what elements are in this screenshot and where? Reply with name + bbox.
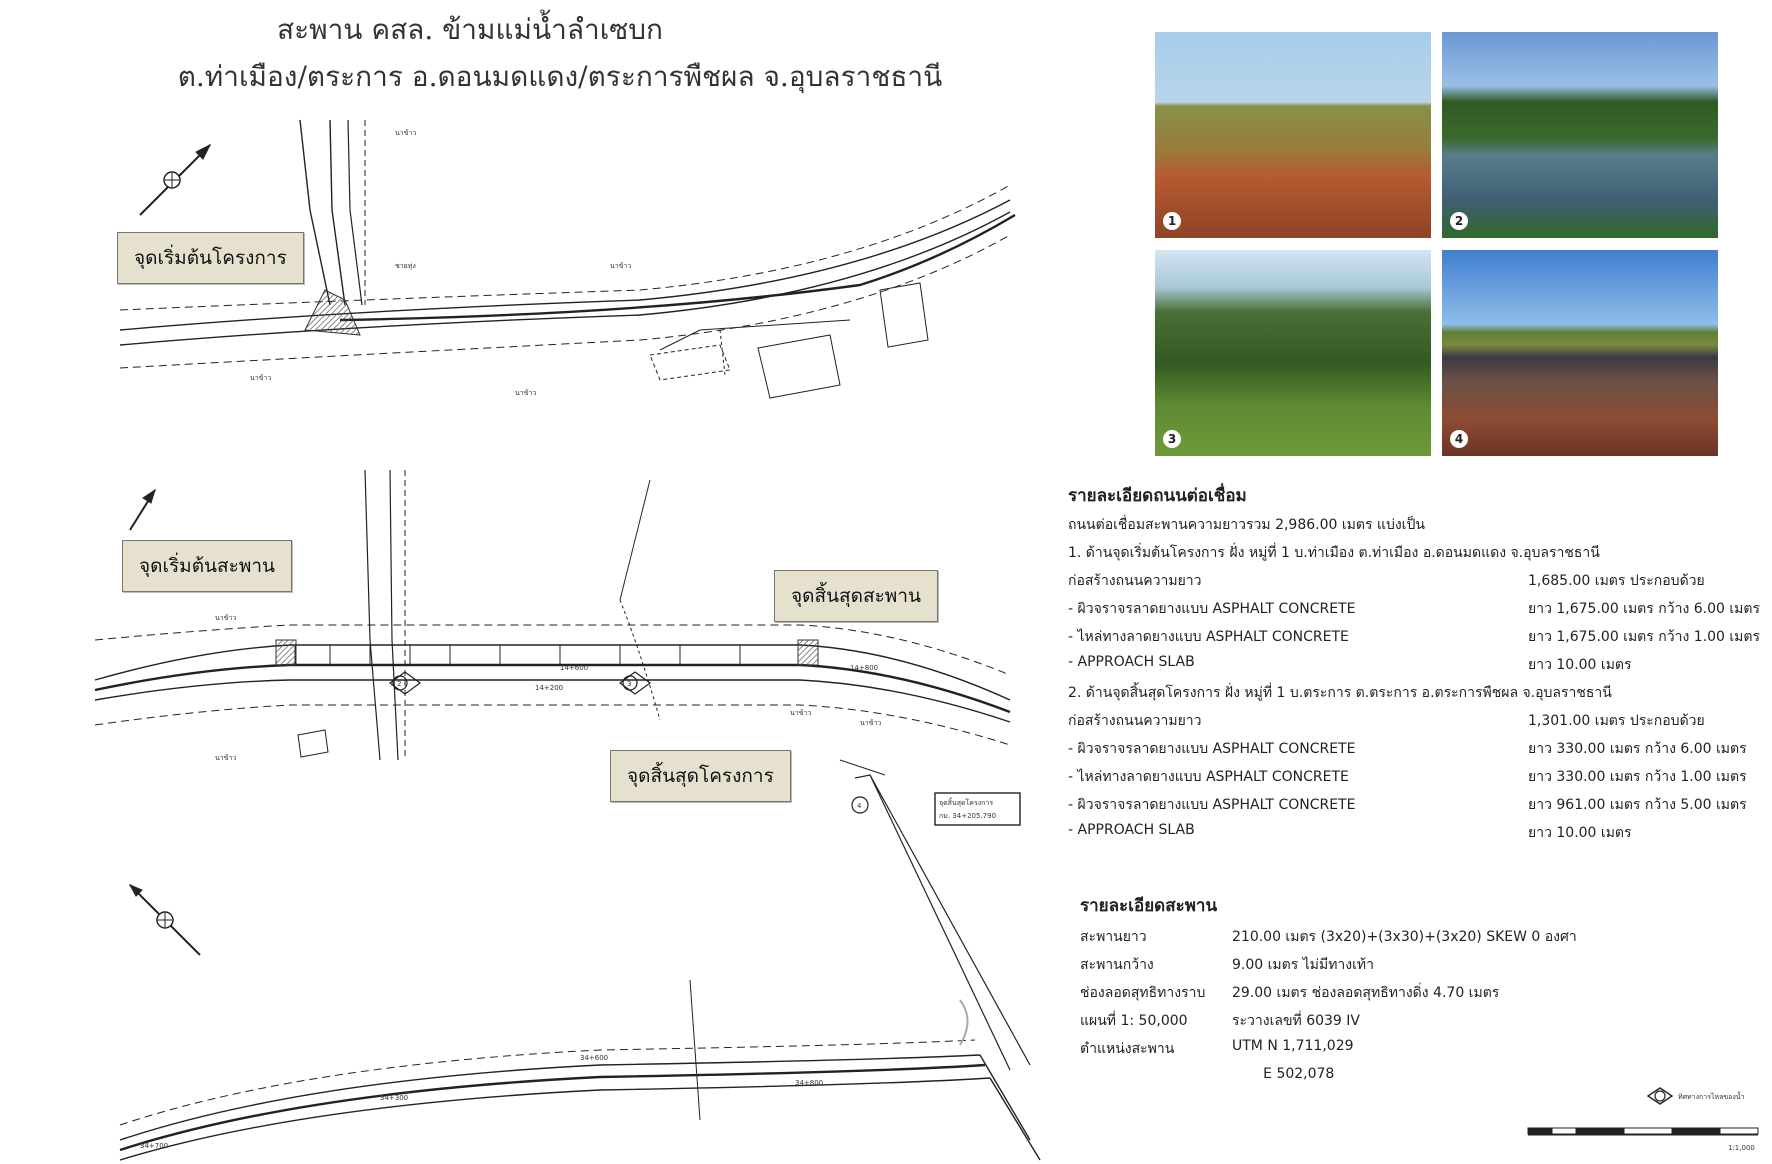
road-sec2-item-label: - ไหล่ทางลาดยางแบบ ASPHALT CONCRETE	[1068, 769, 1349, 785]
road-sec1-item-label: - ไหล่ทางลาดยางแบบ ASPHALT CONCRETE	[1068, 629, 1349, 645]
photo-1	[1155, 32, 1431, 238]
road-sec1-item-value: ยาว 1,675.00 เมตร กว้าง 6.00 เมตร	[1528, 601, 1760, 617]
road-sec1-item-label: - ผิวจราจรลาดยางแบบ ASPHALT CONCRETE	[1068, 601, 1356, 617]
callout-bridge-end: จุดสิ้นสุดสะพาน	[774, 570, 938, 622]
road-sec1-title: 1. ด้านจุดเริ่มต้นโครงการ ฝั่ง หมู่ที่ 1 บ.ท่าเมือง ต.ท่าเมือง อ.ดอนมดแดง จ.อุบลราชธานี	[1068, 545, 1600, 561]
flow-direction-label: ทิศทางการไหลของน้ำ	[1678, 1093, 1745, 1101]
road-sec1-item-value: ยาว 1,675.00 เมตร กว้าง 1.00 เมตร	[1528, 629, 1760, 645]
photo-3	[1155, 250, 1431, 456]
bridge-row-label: ช่องลอดสุทธิทางราบ	[1080, 985, 1206, 1001]
bridge-details-panel	[1080, 892, 1680, 1092]
marker-2: 2	[397, 680, 402, 688]
svg-text:นาข้าว: นาข้าว	[215, 614, 237, 622]
svg-text:นาข้าว: นาข้าว	[215, 754, 237, 762]
lower-sta-4: 34+700	[140, 1142, 169, 1150]
lower-sta-3: 34+800	[795, 1079, 824, 1087]
sta-label-mid: 14+600	[560, 664, 589, 672]
lower-plan	[120, 885, 1040, 1160]
marker-4: 4	[857, 802, 862, 810]
north-arrow-icon-2	[130, 490, 155, 530]
scale-bar	[1528, 1128, 1758, 1135]
sta-label-start: 14+200	[535, 684, 564, 692]
road-sec2-title: 2. ด้านจุดสิ้นสุดโครงการ ฝั่ง หมู่ที่ 1 บ.ตระการ ต.ตระการ อ.ตระการพืชผล จ.อุบลราชธานี	[1068, 685, 1612, 701]
road-details-panel	[1068, 482, 1768, 852]
svg-text:นาข้าว: นาข้าว	[860, 719, 882, 727]
photo-3-number: 3	[1163, 430, 1181, 448]
road-sec2-item-value: ยาว 961.00 เมตร กว้าง 5.00 เมตร	[1528, 797, 1747, 813]
road-sec2-item-value: ยาว 10.00 เมตร	[1528, 825, 1632, 841]
bridge-row-label: แผนที่ 1: 50,000	[1080, 1013, 1188, 1029]
north-arrow-icon	[140, 145, 210, 215]
bridge-row-value: ระวางเลขที่ 6039 IV	[1232, 1013, 1360, 1029]
road-sec1-length-value: 1,685.00 เมตร ประกอบด้วย	[1528, 573, 1705, 589]
bridge-details-heading: รายละเอียดสะพาน	[1080, 896, 1218, 916]
marker-3: 3	[627, 680, 632, 688]
bridge-row-value: 9.00 เมตร ไม่มีทางเท้า	[1232, 957, 1374, 973]
road-sec2-item-label: - APPROACH SLAB	[1068, 822, 1195, 838]
bridge-row-label: สะพานยาว	[1080, 929, 1147, 945]
bridge-row-value: UTM N 1,711,029	[1232, 1038, 1354, 1054]
lower-sta-2: 34+600	[580, 1054, 609, 1062]
road-sec1-item-label: - APPROACH SLAB	[1068, 654, 1195, 670]
road-sec2-item-label: - ผิวจราจรลาดยางแบบ ASPHALT CONCRETE	[1068, 797, 1356, 813]
photo-1-number: 1	[1163, 212, 1181, 230]
scale-label: 1:1,000	[1728, 1144, 1755, 1152]
road-sec2-length-label: ก่อสร้างถนนความยาว	[1068, 713, 1202, 729]
svg-text:ชายทุ่ง: ชายทุ่ง	[395, 262, 416, 270]
photo-2	[1442, 32, 1718, 238]
road-sec2-length-value: 1,301.00 เมตร ประกอบด้วย	[1528, 713, 1705, 729]
callout-project-end: จุดสิ้นสุดโครงการ	[610, 750, 791, 802]
drawing-title-line2: ต.ท่าเมือง/ตระการ อ.ดอนมดแดง/ตระการพืชผล จ.อุบลราชธานี	[177, 60, 943, 93]
svg-text:นาข้าว: นาข้าว	[515, 389, 537, 397]
north-arrow-icon-3	[130, 885, 200, 955]
bridge-row-value: 210.00 เมตร (3x20)+(3x30)+(3x20) SKEW 0 องศา	[1232, 929, 1577, 945]
end-box-line1: จุดสิ้นสุดโครงการ	[939, 799, 994, 807]
road-sec2-item-value: ยาว 330.00 เมตร กว้าง 6.00 เมตร	[1528, 741, 1747, 757]
end-box-line2: กม. 34+205.790	[939, 812, 997, 820]
svg-text:นาข้าว: นาข้าว	[395, 129, 417, 137]
svg-text:นาข้าว: นาข้าว	[790, 709, 812, 717]
drawing-title-line1: สะพาน คสล. ข้ามแม่น้ำลำเซบก	[277, 13, 663, 46]
bridge-row-value: 29.00 เมตร ช่องลอดสุทธิทางดิ่ง 4.70 เมตร	[1232, 985, 1500, 1001]
svg-text:นาข้าว: นาข้าว	[250, 374, 272, 382]
photo-4-number: 4	[1450, 430, 1468, 448]
road-intro: ถนนต่อเชื่อมสะพานความยาวรวม 2,986.00 เมตร แบ่งเป็น	[1068, 517, 1425, 533]
lower-sta-1: 34+300	[380, 1094, 409, 1102]
callout-bridge-start: จุดเริ่มต้นสะพาน	[122, 540, 292, 592]
svg-text:นาข้าว: นาข้าว	[610, 262, 632, 270]
photo-4	[1442, 250, 1718, 456]
photo-2-number: 2	[1450, 212, 1468, 230]
callout-project-start: จุดเริ่มต้นโครงการ	[117, 232, 304, 284]
bridge-row-label: ตำแหน่งสะพาน	[1080, 1041, 1175, 1057]
road-sec2-item-value: ยาว 330.00 เมตร กว้าง 1.00 เมตร	[1528, 769, 1747, 785]
road-sec1-item-value: ยาว 10.00 เมตร	[1528, 657, 1632, 673]
road-sec1-length-label: ก่อสร้างถนนความยาว	[1068, 573, 1202, 589]
road-sec2-item-label: - ผิวจราจรลาดยางแบบ ASPHALT CONCRETE	[1068, 741, 1356, 757]
sta-label-end: 14+800	[850, 664, 879, 672]
bridge-row-value: E 502,078	[1232, 1066, 1335, 1082]
bridge-row-label: สะพานกว้าง	[1080, 957, 1154, 973]
road-details-heading: รายละเอียดถนนต่อเชื่อม	[1068, 486, 1247, 506]
